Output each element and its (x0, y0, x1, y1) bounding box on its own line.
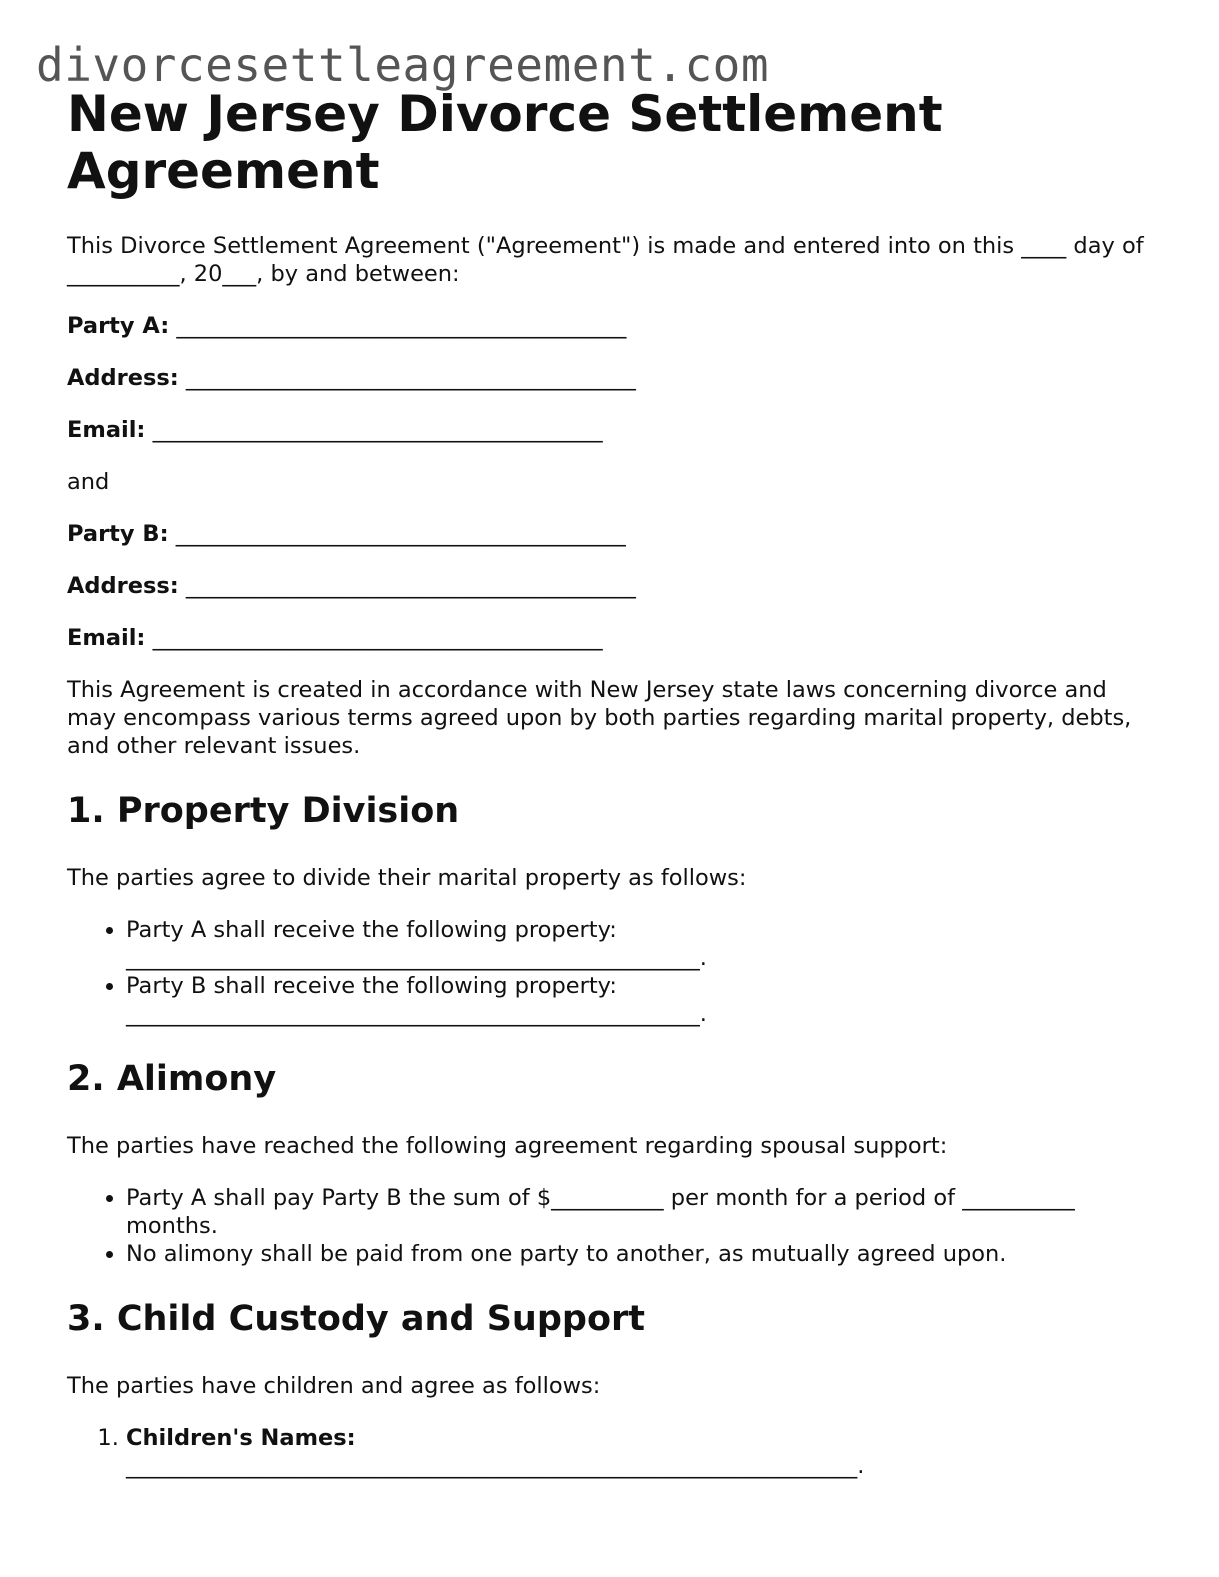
section-heading-property: 1. Property Division (67, 791, 460, 831)
party-a-name-label: Party A: (67, 313, 170, 339)
party-a-email-blank: ________________________________________ (152, 417, 603, 443)
alimony-list (67, 1184, 1147, 1268)
list-item: • Party A shall receive the following property: ___________________________________________________. (126, 916, 776, 972)
children-names-label: Children's Names: (126, 1425, 356, 1451)
custody-intro: The parties have children and agree as follows: (67, 1373, 601, 1399)
document-body (67, 86, 1147, 1480)
property-intro: The parties agree to divide their marital property as follows: (67, 865, 747, 891)
party-b-name-field (67, 520, 1147, 548)
list-item: • No alimony shall be paid from one party to another, as mutually agreed upon. (126, 1240, 1147, 1268)
intro-paragraph: This Divorce Settlement Agreement ("Agreement") is made and entered into on this ____ day of __________, 20___, by and between: (67, 233, 1144, 287)
party-a-address-field (67, 364, 1147, 392)
children-names-blank: _________________________________________________________________. (126, 1453, 865, 1479)
party-b-email-blank: ________________________________________ (152, 625, 603, 651)
list-item: • Party B shall receive the following property: ___________________________________________________. (126, 972, 776, 1028)
property-list (67, 916, 776, 1028)
party-b-address-field (67, 572, 1147, 600)
party-a-name-field (67, 312, 1147, 340)
party-a-address-blank: ________________________________________ (185, 365, 636, 391)
watermark: divorcesettleagreement.com (36, 38, 770, 92)
party-a-email-label: Email: (67, 417, 146, 443)
party-a-name-blank: ________________________________________ (176, 313, 627, 339)
party-b-email-field (67, 624, 1147, 652)
party-a-address-label: Address: (67, 365, 179, 391)
accordance-paragraph: This Agreement is created in accordance with New Jersey state laws concerning divorce and may encompass various terms agreed upon by both parties regarding marital property, debts, and other relevant issues. (67, 677, 1132, 759)
party-b-address-blank: ________________________________________ (185, 573, 636, 599)
list-item (126, 1424, 966, 1480)
page-title: New Jersey Divorce Settlement Agreement (67, 85, 943, 200)
section-heading-custody: 3. Child Custody and Support (67, 1299, 645, 1339)
party-b-name-label: Party B: (67, 521, 169, 547)
custody-list (67, 1424, 966, 1480)
alimony-intro: The parties have reached the following agreement regarding spousal support: (67, 1133, 948, 1159)
list-item: • Party A shall pay Party B the sum of $__________ per month for a period of __________ months. (126, 1184, 1147, 1240)
party-b-address-label: Address: (67, 573, 179, 599)
party-a-email-field (67, 416, 1147, 444)
party-b-name-blank: ________________________________________ (175, 521, 626, 547)
and-text: and (67, 469, 110, 495)
section-heading-alimony: 2. Alimony (67, 1059, 277, 1099)
party-b-email-label: Email: (67, 625, 146, 651)
